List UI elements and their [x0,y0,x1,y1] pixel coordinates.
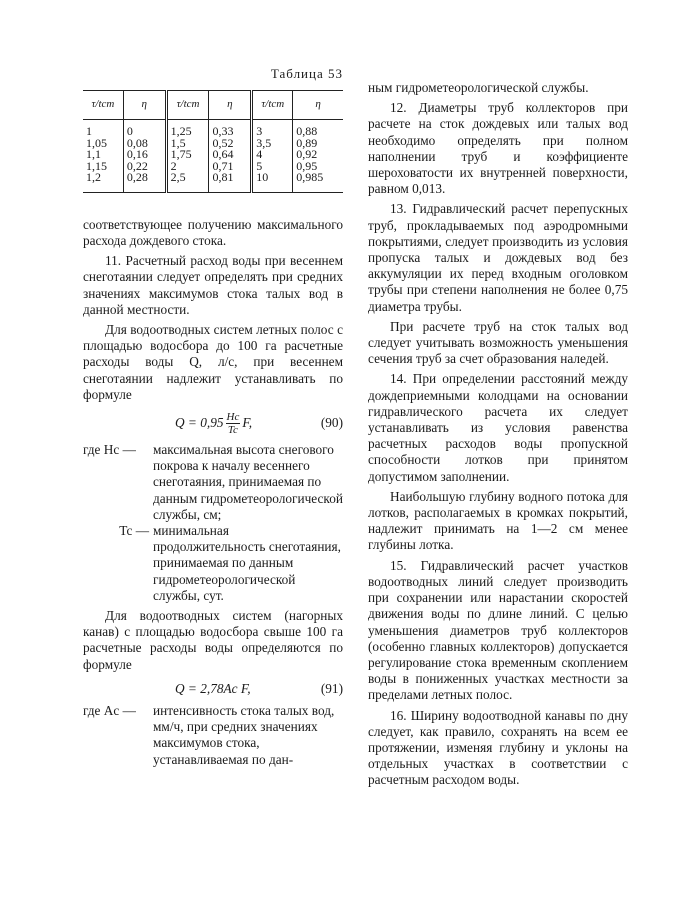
formula-90-denominator: Tc [227,423,238,436]
table-column-cell: 3 3,5 4 5 10 [252,120,293,193]
paragraph-13: 13. Гидравлический расчет перепускных труб, прокладываемых под аэродромными покрытиями, следует производить из условия пропуска талых и дождевых вод без аккумуляции их перед входным оголовком трубы при степени наполнения не более 0,75 диаметра трубы. [368,201,628,314]
definition-text: минимальная продолжительность снеготаяния, принимаемая по данным гидрометеорологической службы, сут. [153,522,341,603]
right-column [368,80,628,789]
definition-hc [83,442,343,523]
formula-90-rhs: F, [242,415,253,431]
paragraph-13-note: При расчете труб на сток талых вод следует учитывать возможность уменьшения сечения труб за счет образования наледей. [368,318,628,367]
table-column-cell: 0,33 0,52 0,64 0,71 0,81 [209,120,252,193]
paragraph-14-note: Наибольшую глубину водного потока для лотков, располагаемых в кромках покрытий, надлежит принимать на 1—2 см менее глубины лотка. [368,488,628,553]
definition-term: Tc — [119,522,149,538]
formula-90 [83,411,343,436]
definition-text: максимальная высота снегового покрова к началу весеннего снеготаяния, принимаемая по данным гидрометеорологической службы, см; [153,441,343,522]
formula-90-numerator: Hc [226,410,240,423]
header-cell: τ/tст [166,91,209,120]
table-caption: Таблица 53 [270,66,343,81]
paragraph-for-runways: Для водоотводных систем летных полос с площадью водосбора до 100 га расчетные расходы воды Q, л/с, при весеннем снеготаянии надлежит устанавливать по формуле [83,321,343,402]
paragraph-14: 14. При определении расстояний между дождеприемными колодцами на основании гидравлического расчета их следует устанавливать из условия равенства расчетных расходов воды пропускной способности лотков при принятом допустимом заполнении. [368,371,628,484]
table-column-cell: 1 1,05 1,1 1,15 1,2 [86,124,107,185]
definition-ac [83,703,343,768]
table-header-row [83,91,343,120]
formula-90-lhs: Q = 0,95 [175,415,224,431]
header-cell: η [209,91,252,120]
formula-91-number: (91) [320,680,343,696]
paragraph-continuation: соответствующее получению максимального расхода дождевого стока. [83,216,343,248]
formula-90-fraction [226,411,241,436]
paragraph-11: 11. Расчетный расход воды при весеннем снеготаянии следует определять при средних значениях максимумов стока талых вод в данной местности. [83,253,343,317]
definition-text: интенсивность стока талых вод, мм/ч, при средних значениях максимумов стока, устанавливаемая по дан- [153,702,335,767]
table-column-cell: 0,88 0,89 0,92 0,95 0,985 [293,120,343,193]
data-table [83,90,343,193]
paragraph-12: 12. Диаметры труб коллекторов при расчете на сток дождевых или талых вод необходимо определять при полном наполнении труб и коэффициенте шероховатости их внутренней поверхности, равном 0,013. [368,100,628,197]
formula-90-number: (90) [320,415,343,431]
header-cell: η [123,91,166,120]
paragraph-upland-ditches: Для водоотводных систем (нагорных канав) с площадью водосбора свыше 100 га расчетные расходы воды определяются по формуле [83,607,343,672]
definition-term: где Hc — [83,441,136,457]
header-cell: η [293,91,343,120]
table-column-cell: 0 0,08 0,16 0,22 0,28 [123,120,166,193]
paragraph-15: 15. Гидравлический расчет участков водоотводных линий следует производить при сохранении или нарастании скоростей движения воды по длине линий. С целью уменьшения диаметров труб коллекторов (особенно главных коллекторов) допускается регулирование стока временным скоплением воды в пониженных участках местности за пределами летных полос. [368,557,628,703]
paragraph-continuation-right: ным гидрометеорологической службы. [368,80,589,95]
definition-tc [83,523,343,604]
formula-91 [83,681,343,697]
table-column-cell: 1,25 1,5 1,75 2 2,5 [166,120,209,193]
formula-91-expression: Q = 2,78Ac F, [175,680,251,696]
header-cell: τ/tст [252,91,293,120]
left-column [83,66,343,768]
definition-term: где Ac — [83,702,136,718]
table-row [83,120,343,193]
header-cell: τ/tст [83,91,123,120]
paragraph-16: 16. Ширину водоотводной канавы по дну следует, как правило, сохранять на всем ее протяжении, изменяя глубину и уклоны на отдельных участках в соответствии с расчетным расходом воды. [368,707,628,788]
